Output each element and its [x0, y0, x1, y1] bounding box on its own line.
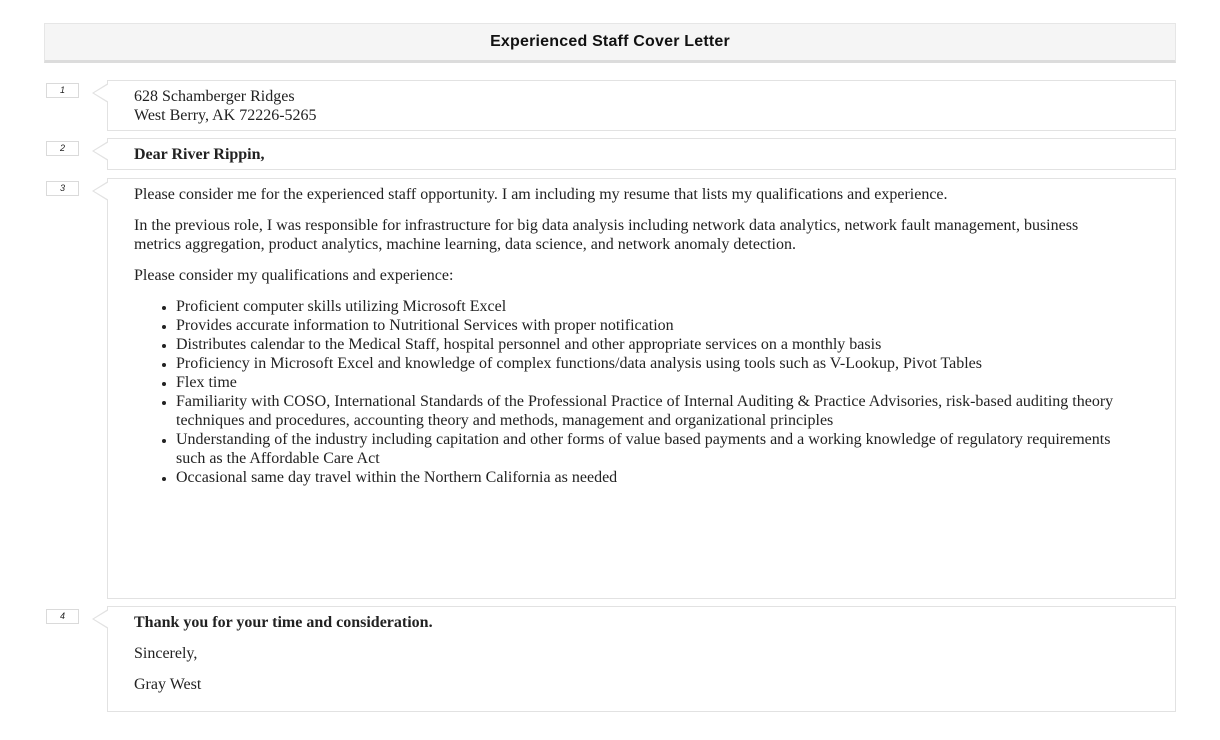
body-paragraph-qualifications-lead: Please consider my qualifications and experience: [134, 267, 454, 284]
letter-header [44, 23, 1176, 63]
section-number-badge: 4 [46, 609, 79, 624]
body-paragraph-intro: Please consider me for the experienced staff opportunity. I am including my resume that lists my qualifications and experience. [134, 186, 948, 203]
salutation-block [107, 138, 1176, 170]
qualification-item: • Understanding of the industry including capitation and other forms of value based payments and a working knowledge of regulatory requirements such as the Affordable Care Act [176, 430, 1115, 468]
address-line-city: West Berry, AK 72226-5265 [134, 107, 317, 124]
closing-block [107, 606, 1176, 712]
body-paragraph-experience: In the previous role, I was responsible for infrastructure for big data analysis including network data analytics, network fault management, business metrics aggregation, product analytics, machine learning, data science, and network anomaly detection. [134, 217, 1079, 253]
qualification-item: • Familiarity with COSO, International Standards of the Professional Practice of Internal Auditing & Practice Advisories, risk-based auditing theory techniques and procedures, accounting theory and methods, management and organizational principles [176, 392, 1115, 430]
qualification-item: • Proficiency in Microsoft Excel and knowledge of complex functions/data analysis using tools such as V-Lookup, Pivot Tables [176, 354, 1115, 373]
qualification-item: • Flex time [176, 373, 1115, 392]
qualification-item: • Provides accurate information to Nutritional Services with proper notification [176, 316, 1115, 335]
signoff-line: Sincerely, [134, 645, 198, 662]
body-block [107, 178, 1176, 599]
qualifications-list [134, 297, 1115, 487]
address-block [107, 80, 1176, 131]
salutation: Dear River Rippin, [134, 146, 265, 163]
section-number-badge: 3 [46, 181, 79, 196]
section-number-badge: 1 [46, 83, 79, 98]
signature-name: Gray West [134, 676, 202, 693]
thank-you-line: Thank you for your time and consideration. [134, 614, 433, 631]
page-title: Experienced Staff Cover Letter [490, 33, 730, 50]
qualification-item: • Distributes calendar to the Medical Staff, hospital personnel and other appropriate services on a monthly basis [176, 335, 1115, 354]
section-number-badge: 2 [46, 141, 79, 156]
address-line-street: 628 Schamberger Ridges [134, 88, 295, 105]
qualification-item: • Occasional same day travel within the Northern California as needed [176, 468, 1115, 487]
qualification-item: • Proficient computer skills utilizing Microsoft Excel [176, 297, 1115, 316]
